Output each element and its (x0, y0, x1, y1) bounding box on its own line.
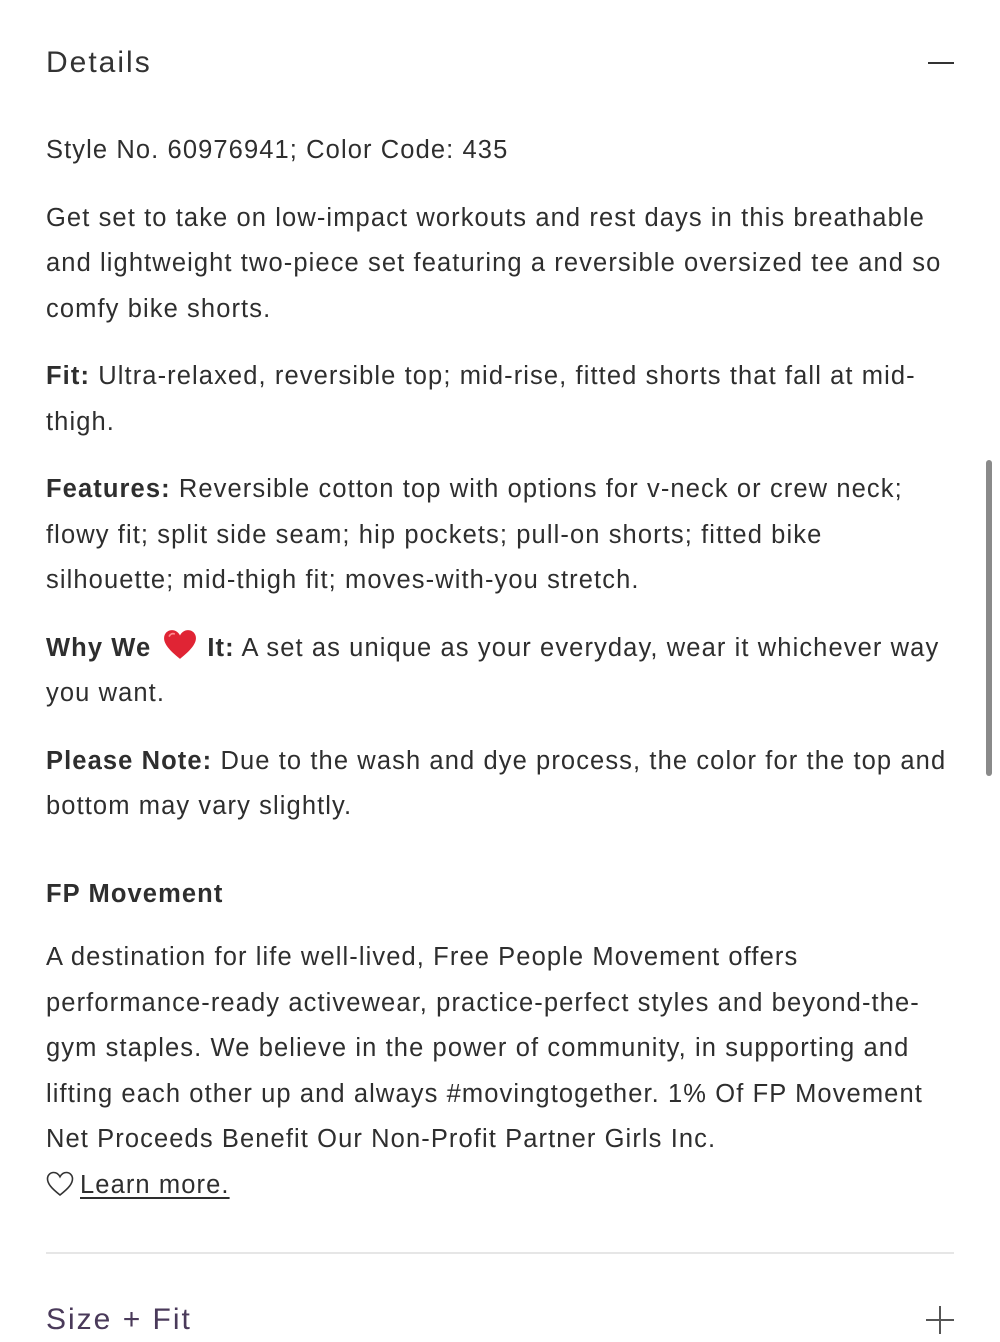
details-accordion-header[interactable] (46, 40, 954, 86)
brand-heading: FP Movement (46, 879, 224, 908)
fit-paragraph (46, 354, 956, 445)
note-label: Please Note: (46, 746, 213, 775)
why-text: A set as unique as your everyday, wear it whichever way you want. (46, 633, 940, 707)
learn-more-link[interactable]: Learn more. (80, 1170, 230, 1199)
red-heart-icon (163, 628, 197, 662)
scrollbar[interactable] (986, 460, 992, 776)
product-description: Get set to take on low-impact workouts and rest days in this breathable and lightweight two-piece set featuring a reversible oversized tee and so comfy bike shorts. (46, 203, 942, 323)
plus-icon[interactable] (926, 1306, 954, 1334)
features-text: Reversible cotton top with options for v-neck or crew neck; flowy fit; split side seam; hip pockets; pull-on shorts; fitted bike silhouette; mid-thigh fit; moves-with-you stretch. (46, 475, 903, 594)
why-label-end: It: (207, 633, 235, 662)
details-content (46, 128, 956, 1230)
note-text: Due to the wash and dye process, the color for the top and bottom may vary slightly. (46, 746, 947, 820)
size-fit-title: Size + Fit (46, 1303, 192, 1336)
please-note-paragraph (46, 739, 956, 830)
heart-outline-icon[interactable] (46, 1171, 74, 1197)
section-divider (46, 1252, 954, 1254)
minus-icon[interactable] (928, 62, 954, 64)
why-label-start: Why We (46, 633, 152, 662)
size-fit-accordion-header[interactable] (46, 1298, 954, 1342)
style-number: Style No. 60976941; Color Code: 435 (46, 136, 509, 164)
fit-label: Fit: (46, 362, 91, 390)
fit-text: Ultra-relaxed, reversible top; mid-rise, fitted shorts that fall at mid-thigh. (46, 362, 916, 436)
brand-description-paragraph (46, 935, 956, 1208)
details-title: Details (46, 46, 152, 79)
features-paragraph (46, 467, 956, 604)
why-we-love-it-paragraph (46, 626, 956, 717)
brand-description: A destination for life well-lived, Free People Movement offers performance-ready activewear, practice-perfect styles and beyond-the-gym staples. We believe in the power of community, in supporting and lifting each other up and always #movingtogether. 1% Of FP Movement Net Proceeds Benefit Our Non-Profit Partner Girls Inc. (46, 943, 923, 1153)
features-label: Features: (46, 475, 171, 503)
